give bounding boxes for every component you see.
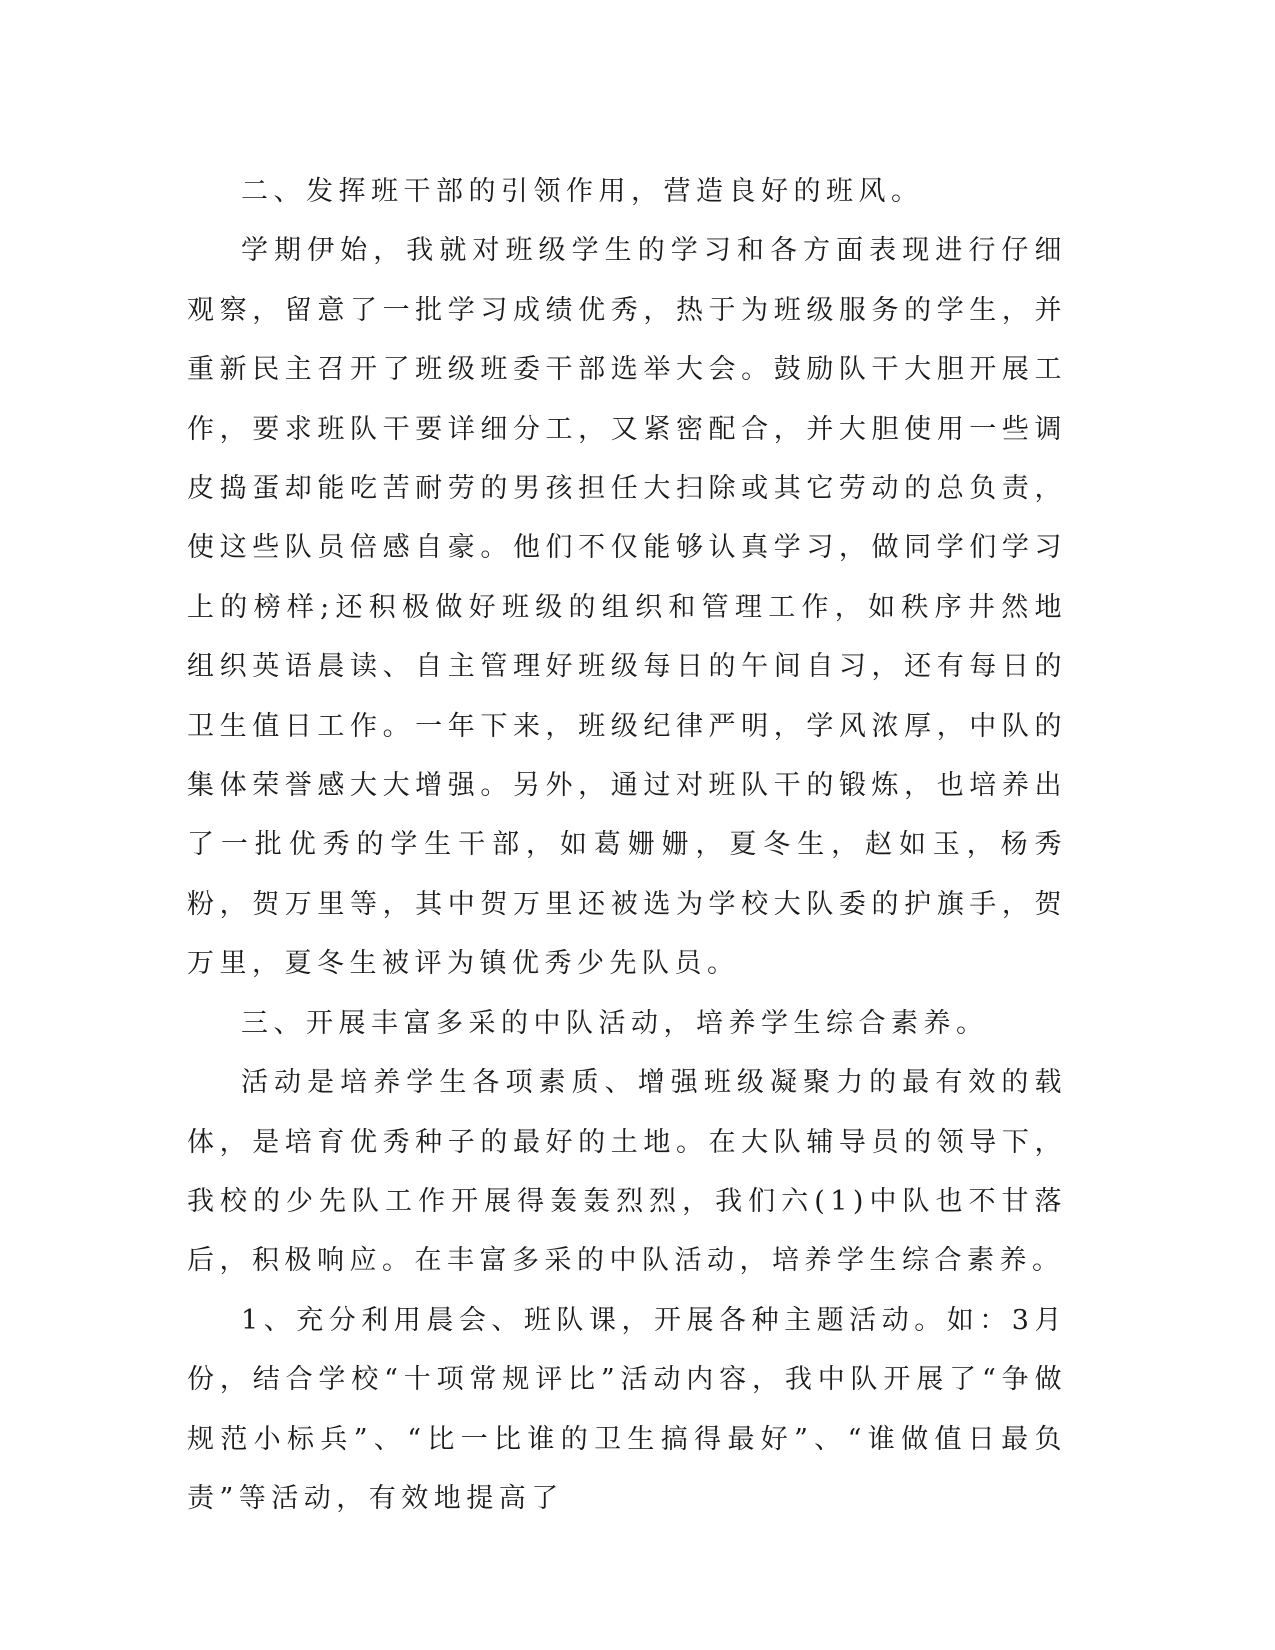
section-three-paragraph: 活动是培养学生各项素质、增强班级凝聚力的最有效的载体，是培育优秀种子的最好的土地。在大队辅导员的领导下，我校的少先队工作开展得轰轰烈烈，我们六(1)中队也不甘落后，积极响应。在丰富多采的中队活动，培养学生综合素养。 [187, 1067, 1067, 1277]
section-two-heading: 二、发挥班干部的引领作用，营造良好的班风。 [241, 176, 924, 207]
item-one-paragraph: 1、充分利用晨会、班队课，开展各种主题活动。如：3月份，结合学校“十项常规评比”活动内容，我中队开展了“争做规范小标兵”、“比一比谁的卫生搞得最好”、“谁做值日最负责”等活动，有效地提高了 [187, 1304, 1067, 1514]
document-body [187, 162, 1067, 1528]
section-three-heading: 三、开展丰富多采的中队活动，培养学生综合素养。 [241, 1007, 989, 1039]
section-two-paragraph: 学期伊始，我就对班级学生的学习和各方面表现进行仔细观察，留意了一批学习成绩优秀，热于为班级服务的学生，并重新民主召开了班级班委干部选举大会。鼓励队干大胆开展工作，要求班队干要详细分工，又紧密配合，并大胆使用一些调皮捣蛋却能吃苦耐劳的男孩担任大扫除或其它劳动的总负责，使这些队员倍感自豪。他们不仅能够认真学习，做同学们学习上的榜样;还积极做好班级的组织和管理工作，如秩序井然地组织英语晨读、自主管理好班级每日的午间自习，还有每日的卫生值日工作。一年下来，班级纪律严明，学风浓厚，中队的集体荣誉感大大增强。另外，通过对班队干的锻炼，也培养出了一批优秀的学生干部，如葛姗姗，夏冬生，赵如玉，杨秀粉，贺万里等，其中贺万里还被选为学校大队委的护旗手，贺万里，夏冬生被评为镇优秀少先队员。 [187, 235, 1067, 980]
